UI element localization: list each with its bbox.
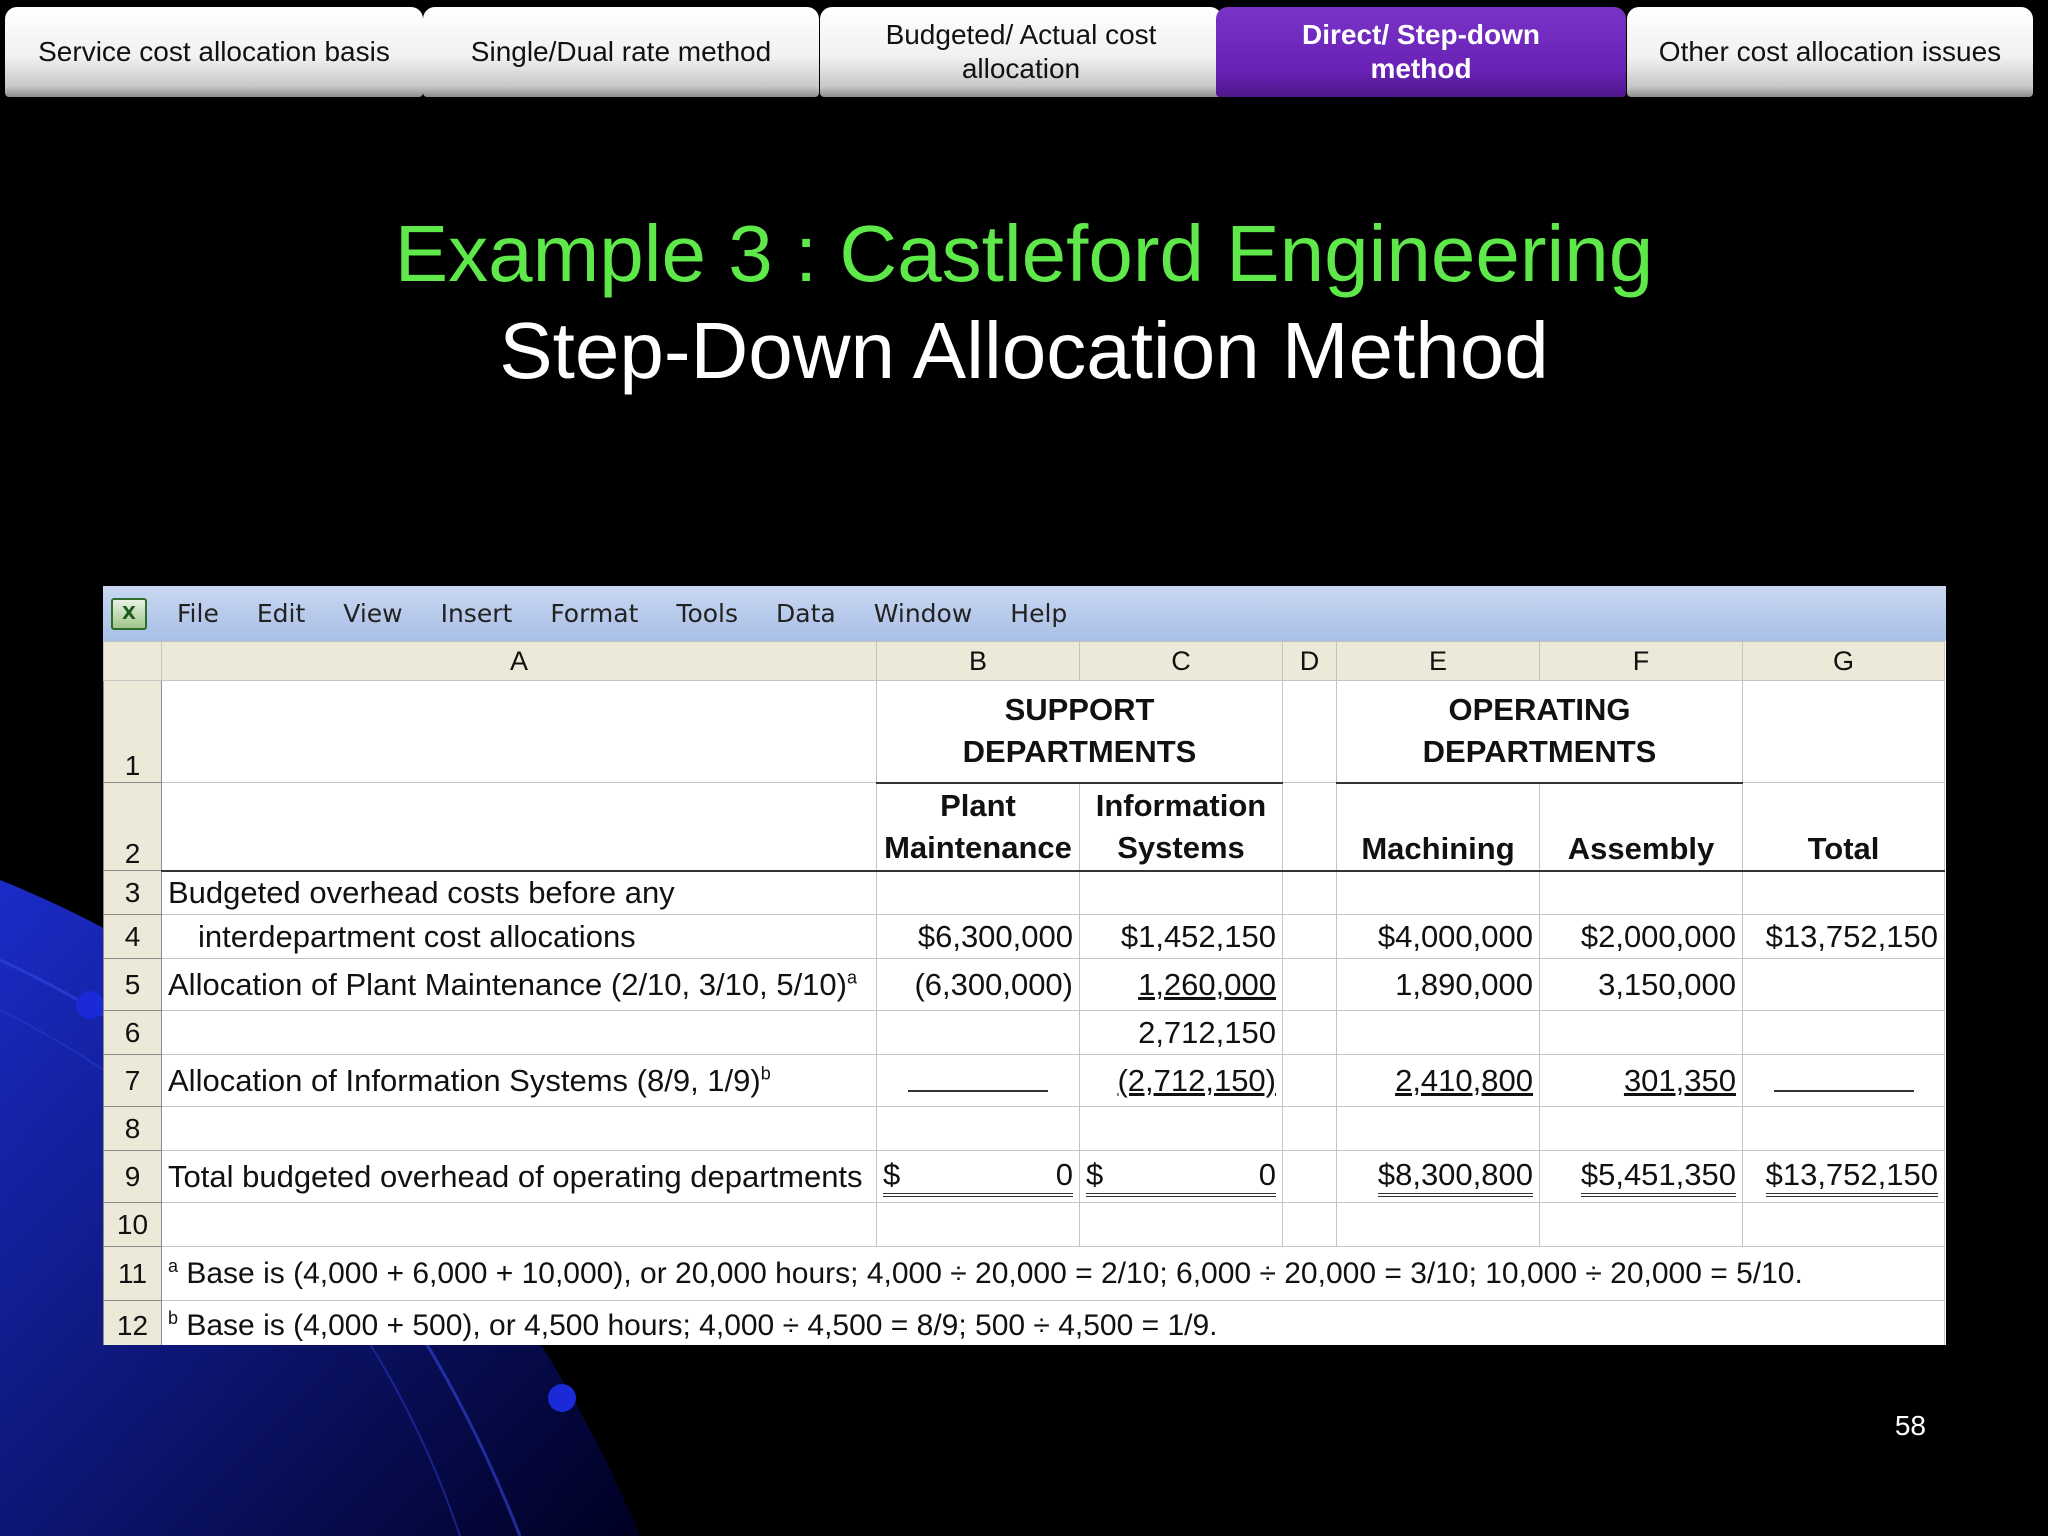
- footnote-marker: a: [168, 1256, 179, 1276]
- slide-subtitle: Step-Down Allocation Method: [499, 306, 1549, 395]
- slide-title: Example 3 : Castleford Engineering: [394, 209, 1654, 298]
- cost-allocation-table: [103, 641, 1945, 1345]
- table-row: [104, 959, 1945, 1011]
- table-row: [104, 1203, 1945, 1247]
- cell[interactable]: [1283, 915, 1337, 959]
- underline-blank: [1774, 1062, 1914, 1092]
- cell[interactable]: [1743, 871, 1945, 915]
- cell-plant-maintenance[interactable]: [877, 1151, 1080, 1203]
- row-header[interactable]: 1: [104, 681, 162, 783]
- row-label-cell[interactable]: [162, 959, 877, 1011]
- row-label[interactable]: Budgeted overhead costs before any: [162, 871, 877, 915]
- machining-header[interactable]: Machining: [1337, 783, 1540, 871]
- excel-icon: X: [111, 598, 147, 630]
- cell-machining[interactable]: $4,000,000: [1337, 915, 1540, 959]
- cell[interactable]: [1337, 1203, 1540, 1247]
- tab-budgeted-actual-cost-allocation[interactable]: [820, 7, 1222, 97]
- cell-plant-maintenance[interactable]: (6,300,000): [877, 959, 1080, 1011]
- cell-value-group: [1086, 1157, 1276, 1197]
- section-tab-bar: [0, 0, 2048, 102]
- cell-value: $8,300,800: [1378, 1157, 1533, 1197]
- table-row: [104, 871, 1945, 915]
- cell[interactable]: [1540, 871, 1743, 915]
- cell-total[interactable]: [1743, 1151, 1945, 1203]
- row-header[interactable]: 4: [104, 915, 162, 959]
- table-row: [104, 1247, 1945, 1301]
- cell[interactable]: [1337, 1107, 1540, 1151]
- cell-assembly[interactable]: [1540, 1151, 1743, 1203]
- cell-value: $13,752,150: [1766, 1157, 1938, 1197]
- menu-tools[interactable]: Tools: [676, 599, 739, 628]
- cell[interactable]: [162, 1107, 877, 1151]
- cell[interactable]: [877, 1011, 1080, 1055]
- cell-value: 0: [1258, 1156, 1276, 1192]
- cell-information-systems[interactable]: [1080, 959, 1283, 1011]
- cell[interactable]: [1080, 871, 1283, 915]
- information-systems-header[interactable]: Information Systems: [1080, 783, 1283, 871]
- footnote-a[interactable]: [162, 1247, 1945, 1301]
- currency-symbol: $: [883, 1156, 901, 1192]
- tab-label: Budgeted/ Actual cost allocation: [885, 19, 1157, 84]
- cell[interactable]: [1283, 1055, 1337, 1107]
- cell[interactable]: [1743, 681, 1945, 783]
- cell[interactable]: [1283, 783, 1337, 871]
- tab-label: Service cost allocation basis: [38, 36, 390, 67]
- cell[interactable]: [1283, 1011, 1337, 1055]
- cell-value-group: [883, 1157, 1073, 1197]
- column-header[interactable]: F: [1540, 642, 1743, 681]
- tab-single-dual-rate-method[interactable]: [423, 7, 819, 97]
- currency-symbol: $: [1086, 1156, 1104, 1192]
- cell[interactable]: [877, 871, 1080, 915]
- column-header-row: [104, 642, 1945, 681]
- cell[interactable]: [1283, 871, 1337, 915]
- cell-information-systems[interactable]: $1,452,150: [1080, 915, 1283, 959]
- row-header[interactable]: 8: [104, 1107, 162, 1151]
- table-row: [104, 1301, 1945, 1346]
- cell-total[interactable]: [1743, 959, 1945, 1011]
- cell-total[interactable]: [1743, 1055, 1945, 1107]
- cell-assembly[interactable]: 3,150,000: [1540, 959, 1743, 1011]
- column-header[interactable]: E: [1337, 642, 1540, 681]
- cell[interactable]: [1743, 1107, 1945, 1151]
- cell[interactable]: [162, 1203, 877, 1247]
- cell-assembly[interactable]: $2,000,000: [1540, 915, 1743, 959]
- menu-format[interactable]: Format: [550, 599, 639, 628]
- cell-value: 301,350: [1623, 1062, 1736, 1098]
- cell[interactable]: [1080, 1107, 1283, 1151]
- table-row: [104, 1151, 1945, 1203]
- row-header[interactable]: 12: [104, 1301, 162, 1346]
- cell[interactable]: [162, 783, 877, 871]
- cell-machining[interactable]: [1337, 1151, 1540, 1203]
- footnote-b[interactable]: [162, 1301, 1945, 1346]
- row-label[interactable]: interdepartment cost allocations: [162, 915, 877, 959]
- menu-bar: [103, 586, 1946, 641]
- cell[interactable]: [1540, 1107, 1743, 1151]
- select-all-corner[interactable]: [104, 642, 162, 681]
- cell[interactable]: [1080, 1203, 1283, 1247]
- column-header[interactable]: C: [1080, 642, 1283, 681]
- footnote-marker: a: [847, 967, 858, 988]
- cell[interactable]: [1283, 1151, 1337, 1203]
- column-header[interactable]: B: [877, 642, 1080, 681]
- row-header[interactable]: 5: [104, 959, 162, 1011]
- column-header[interactable]: G: [1743, 642, 1945, 681]
- footnote-text: Base is (4,000 + 500), or 4,500 hours; 4,000 ÷ 4,500 = 8/9; 500 ÷ 4,500 = 1/9.: [186, 1309, 1218, 1342]
- table-row: [104, 1011, 1945, 1055]
- cell-information-systems[interactable]: [1080, 1055, 1283, 1107]
- cell-value: 1,260,000: [1138, 966, 1276, 1002]
- footnote-marker: b: [760, 1063, 771, 1084]
- row-header[interactable]: 7: [104, 1055, 162, 1107]
- menu-data[interactable]: Data: [776, 599, 836, 628]
- support-departments-header[interactable]: SUPPORT DEPARTMENTS: [877, 681, 1283, 783]
- tab-label: Other cost allocation issues: [1658, 36, 2002, 67]
- cell[interactable]: [1283, 1203, 1337, 1247]
- cell[interactable]: [1283, 681, 1337, 783]
- cell-machining[interactable]: 1,890,000: [1337, 959, 1540, 1011]
- cell-assembly[interactable]: [1540, 1055, 1743, 1107]
- table-row: [104, 783, 1945, 871]
- row-header[interactable]: 9: [104, 1151, 162, 1203]
- footnote-text: Base is (4,000 + 6,000 + 10,000), or 20,000 hours; 4,000 ÷ 20,000 = 2/10; 6,000 ÷ 20,000 = 3/10; 10,000 ÷ 20,000 = 5/10.: [186, 1257, 1803, 1290]
- table-row: [104, 1107, 1945, 1151]
- row-label-cell[interactable]: [162, 1055, 877, 1107]
- row-header[interactable]: 10: [104, 1203, 162, 1247]
- cell[interactable]: [162, 1011, 877, 1055]
- row-header[interactable]: 2: [104, 783, 162, 871]
- menu-file[interactable]: File: [177, 599, 219, 628]
- tab-service-cost-allocation-basis[interactable]: [5, 7, 423, 97]
- menu-help[interactable]: Help: [1010, 599, 1068, 628]
- cell[interactable]: [1540, 1011, 1743, 1055]
- menu-insert[interactable]: Insert: [440, 599, 513, 628]
- cell-information-systems[interactable]: [1080, 1151, 1283, 1203]
- row-header[interactable]: 11: [104, 1247, 162, 1301]
- cell-plant-maintenance[interactable]: $6,300,000: [877, 915, 1080, 959]
- total-header[interactable]: Total: [1743, 783, 1945, 871]
- cell[interactable]: [1540, 1203, 1743, 1247]
- cell-information-systems[interactable]: 2,712,150: [1080, 1011, 1283, 1055]
- cell-value: 2,410,800: [1395, 1062, 1533, 1098]
- underline-blank: [908, 1062, 1048, 1092]
- footnote-marker: b: [168, 1308, 179, 1328]
- cell[interactable]: [1337, 871, 1540, 915]
- cell[interactable]: [162, 681, 877, 783]
- row-header[interactable]: 6: [104, 1011, 162, 1055]
- row-label: Allocation of Information Systems (8/9, 1/9): [168, 1062, 761, 1098]
- cell-plant-maintenance[interactable]: [877, 1055, 1080, 1107]
- cell[interactable]: [1743, 1203, 1945, 1247]
- row-label: Allocation of Plant Maintenance (2/10, 3/10, 5/10): [168, 966, 847, 1002]
- cell-total[interactable]: $13,752,150: [1743, 915, 1945, 959]
- cell[interactable]: [1743, 1011, 1945, 1055]
- table-row: [104, 1055, 1945, 1107]
- cell-value: (2,712,150): [1117, 1062, 1276, 1098]
- cell[interactable]: [1337, 1011, 1540, 1055]
- cell-value: 0: [1055, 1156, 1073, 1192]
- cell[interactable]: [877, 1203, 1080, 1247]
- spreadsheet-screenshot: [103, 586, 1946, 1345]
- tab-label: Single/Dual rate method: [470, 36, 772, 67]
- table-row: [104, 915, 1945, 959]
- menu-view[interactable]: View: [343, 599, 403, 628]
- cell[interactable]: [877, 1107, 1080, 1151]
- page-number: 58: [1894, 1410, 1926, 1441]
- cell-value: $5,451,350: [1581, 1157, 1736, 1197]
- tab-label: Direct/ Step-down method: [1301, 19, 1540, 84]
- cell[interactable]: [1283, 959, 1337, 1011]
- menu-window[interactable]: Window: [873, 599, 973, 628]
- tab-direct-step-down-method[interactable]: [1216, 7, 1626, 97]
- column-header[interactable]: A: [162, 642, 877, 681]
- operating-departments-header[interactable]: OPERATING DEPARTMENTS: [1337, 681, 1743, 783]
- cell[interactable]: [1283, 1107, 1337, 1151]
- column-header[interactable]: D: [1283, 642, 1337, 681]
- assembly-header[interactable]: Assembly: [1540, 783, 1743, 871]
- cell-machining[interactable]: [1337, 1055, 1540, 1107]
- table-row: [104, 681, 1945, 783]
- menu-edit[interactable]: Edit: [256, 599, 306, 628]
- plant-maintenance-header[interactable]: Plant Maintenance: [877, 783, 1080, 871]
- row-label[interactable]: Total budgeted overhead of operating departments: [162, 1151, 877, 1203]
- row-header[interactable]: 3: [104, 871, 162, 915]
- tab-other-cost-allocation-issues[interactable]: [1627, 7, 2033, 97]
